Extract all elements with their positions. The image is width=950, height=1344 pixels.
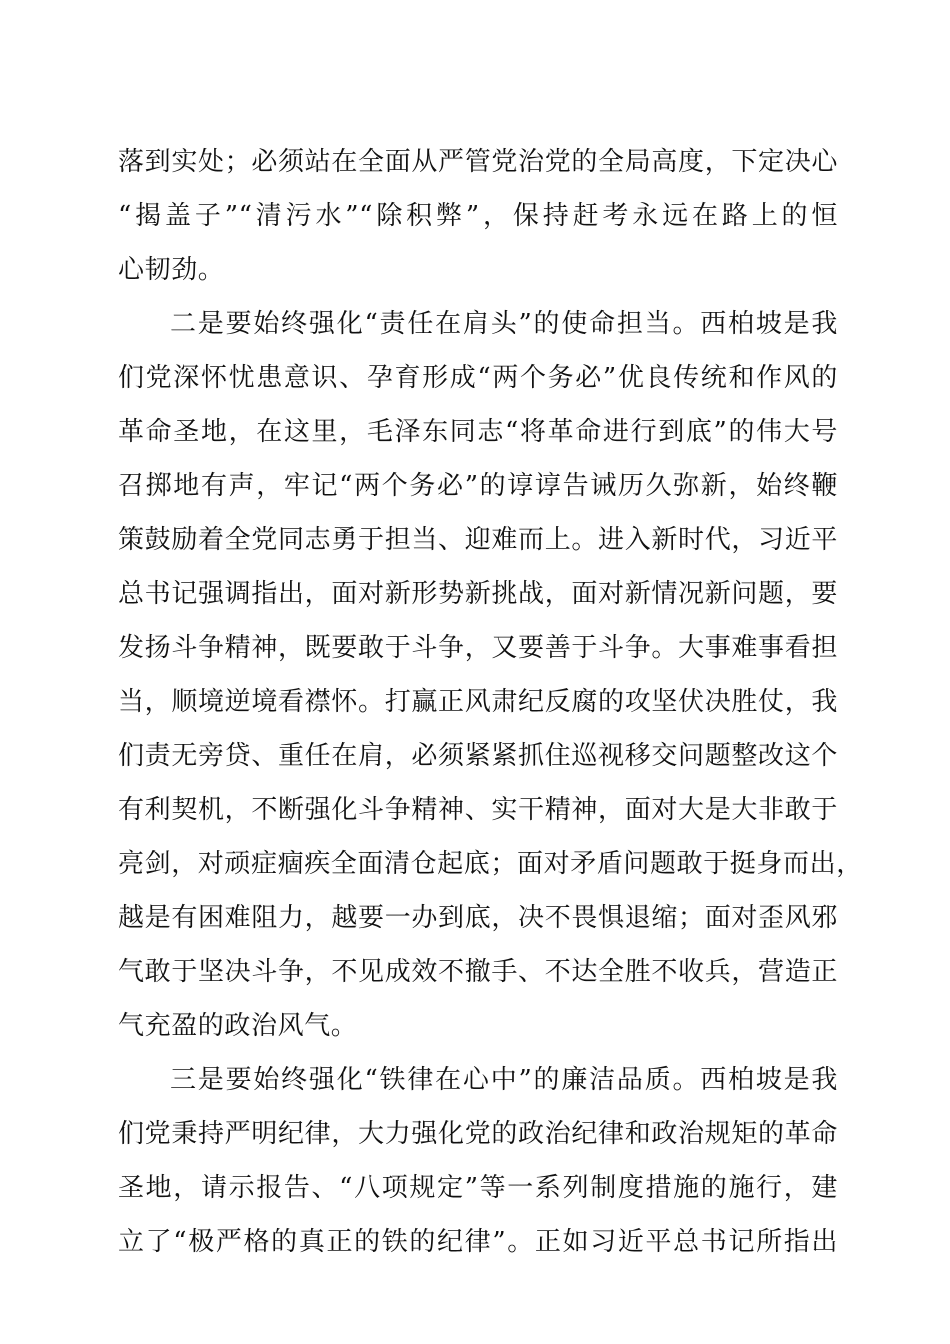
text-line: 策鼓励着全党同志勇于担当、迎难而上。进入新时代，习近平 bbox=[118, 525, 838, 555]
text-line: 亮剑，对顽症痼疾全面清仓起底；面对矛盾问题敢于挺身而出， bbox=[118, 849, 863, 879]
text-line: 发扬斗争精神，既要敢于斗争，又要善于斗争。大事难事看担 bbox=[118, 633, 838, 663]
text-line: “揭盖子”“清污水”“除积弊”，保持赶考永远在路上的恒 bbox=[118, 201, 838, 231]
text-line: 气充盈的政治风气。 bbox=[118, 1011, 358, 1041]
paragraph-first-line: 二是要始终强化“责任在肩头”的使命担当。西柏坡是我 bbox=[170, 309, 838, 339]
text-line: 总书记强调指出，面对新形势新挑战，面对新情况新问题，要 bbox=[118, 579, 838, 609]
text-line: 气敢于坚决斗争，不见成效不撤手、不达全胜不收兵，营造正 bbox=[118, 957, 838, 987]
text-line: 圣地，请示报告、“八项规定”等一系列制度措施的施行，建 bbox=[118, 1173, 838, 1203]
paragraph-first-line: 三是要始终强化“铁律在心中”的廉洁品质。西柏坡是我 bbox=[170, 1065, 838, 1095]
text-line: 越是有困难阻力，越要一办到底，决不畏惧退缩；面对歪风邪 bbox=[118, 903, 838, 933]
text-line: 召掷地有声，牢记“两个务必”的谆谆告诫历久弥新，始终鞭 bbox=[118, 471, 838, 501]
text-line: 们责无旁贷、重任在肩，必须紧紧抓住巡视移交问题整改这个 bbox=[118, 741, 838, 771]
text-line: 革命圣地，在这里，毛泽东同志“将革命进行到底”的伟大号 bbox=[118, 417, 838, 447]
text-line: 当，顺境逆境看襟怀。打赢正风肃纪反腐的攻坚伏决胜仗，我 bbox=[118, 687, 838, 717]
text-line: 落到实处；必须站在全面从严管党治党的全局高度，下定决心 bbox=[118, 147, 838, 177]
text-line: 心韧劲。 bbox=[118, 255, 225, 285]
text-line: 有利契机，不断强化斗争精神、实干精神，面对大是大非敢于 bbox=[118, 795, 838, 825]
text-line: 立了“极严格的真正的铁的纪律”。正如习近平总书记所指出 bbox=[118, 1227, 838, 1257]
text-line: 们党秉持严明纪律，大力强化党的政治纪律和政治规矩的革命 bbox=[118, 1119, 838, 1149]
text-line: 们党深怀忧患意识、孕育形成“两个务必”优良传统和作风的 bbox=[118, 363, 838, 393]
